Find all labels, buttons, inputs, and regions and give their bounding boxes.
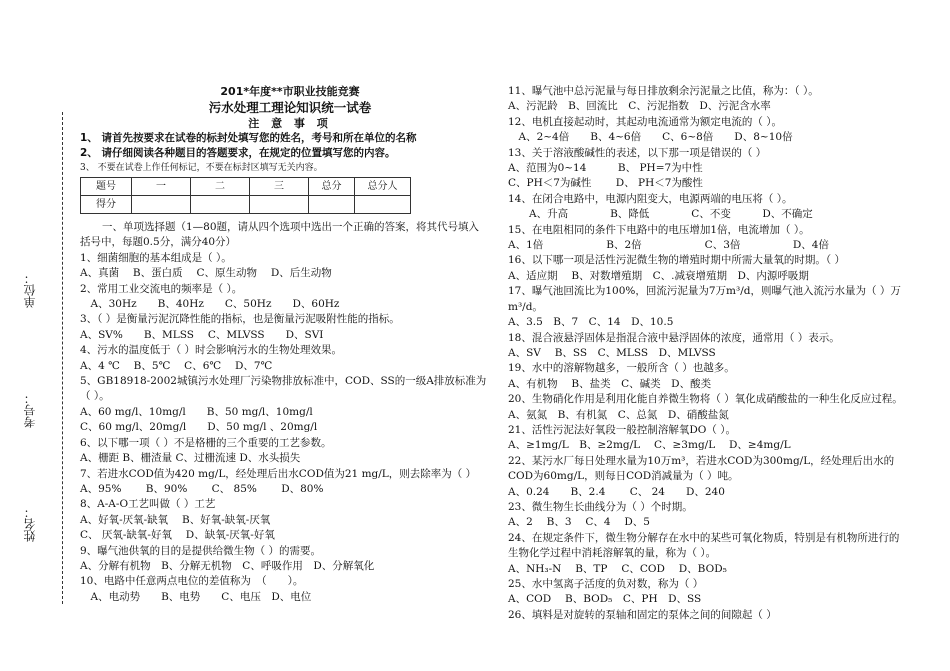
question-line: A、30Hz B、40Hz C、50Hz D、60Hz (80, 298, 340, 311)
question-line: 1、细菌细胞的基本组成是（ ）。 (80, 251, 232, 264)
score-cell[interactable] (309, 196, 355, 214)
question-line: 6、以下哪一项（ ）不是格栅的三个重要的工艺参数。 (80, 436, 332, 449)
section-intro: 一、单项选择题（1—80题，请从四个选项中选出一个正确的答案，将其代号填入 (102, 221, 480, 233)
question-line: A、95% B、90% C、 85% D、80% (80, 482, 324, 495)
exam-title: 污水处理工理论知识统一试卷 (208, 100, 372, 115)
score-header: 一 (132, 178, 191, 196)
question-line: （ ）。 (80, 390, 110, 403)
question-line: A、好氧-厌氧-缺氧 B、好氧-缺氧-厌氧 (80, 513, 271, 526)
question-line: 10、电路中任意两点电位的差值称为 （ ）。 (80, 575, 304, 588)
question-line: C、 厌氧-缺氧-好氧 D、缺氧-厌氧-好氧 (80, 529, 275, 542)
score-header: 二 (191, 178, 250, 196)
question-line: 生物化学过程中消耗溶解氧的量，称为（ ）。 (508, 547, 717, 560)
question-line: 20、生物硝化作用是利用化能自养微生物将（ ）氧化成硝酸盐的一种生化反应过程。 (508, 393, 903, 406)
question-line: 21、活性污泥法好氧段一般控制溶解氧DO（ ）。 (508, 423, 736, 436)
question-line: A、3.5 B、7 C、14 D、10.5 (508, 316, 674, 329)
question-line: 8、A-A-O工艺叫做（ ）工艺 (80, 498, 216, 511)
question-line: 22、某污水厂每日处理水量为10万m³，若进水COD为300mg/L，经处理后出水的 (508, 454, 895, 467)
question-list-left (80, 251, 500, 605)
question-line: 9、曝气池供氧的目的是提供给微生物（ ）的需要。 (80, 544, 322, 557)
question-line: C、60 mg/l、20mg/l D、50 mg/l 、20mg/l (80, 421, 318, 434)
question-line: A、SV% B、MLSS C、MLVSS D、SVI (80, 328, 324, 341)
question-line: A、有机物 B、盐类 C、碱类 D、酸类 (508, 377, 712, 390)
question-line: 7、若进水COD值为420 mg/L，经处理后出水COD值为21 mg/L，则去除率为（ ） (80, 467, 477, 480)
question-line: A、氨氮 B、有机氮 C、总氮 D、硝酸盐氮 (508, 408, 729, 421)
score-row-label: 得分 (81, 196, 132, 214)
score-header: 总分 (309, 178, 355, 196)
left-column (80, 84, 500, 605)
question-line: 19、水中的溶解物越多，一般所含（ ）也越多。 (508, 362, 735, 375)
question-line: A、升高 B、降低 C、不变 D、不确定 (508, 208, 813, 221)
question-line: A、适应期 B、对数增殖期 C、.减衰增殖期 D、内源呼吸期 (508, 269, 809, 282)
score-header: 总分人 (355, 178, 411, 196)
question-line: A、电动势 B、电势 C、电压 D、电位 (80, 590, 312, 603)
question-line: 14、在闭合电路中，电源内阻变大，电源两端的电压将（ ）。 (508, 192, 793, 205)
question-line: C、PH＜7为碱性 D、 PH＜7为酸性 (508, 177, 703, 190)
question-line: A、60 mg/l、10mg/l B、50 mg/l、10mg/l (80, 405, 313, 418)
question-line: m³/d。 (508, 300, 543, 313)
notice-title: 注 意 事 项 (248, 117, 332, 130)
competition-title: 201*年度**市职业技能竞赛 (220, 85, 360, 98)
notice-item: 1、 请首先按要求在试卷的标封处填写您的姓名，考号和所在单位的名称 (80, 132, 417, 144)
question-line: 5、GB18918-2002城镇污水处理厂污染物排放标准中，COD、SS的一级A排放标准为 (80, 375, 487, 388)
question-line: A、分解有机物 B、分解无机物 C、呼吸作用 D、分解氧化 (80, 559, 375, 572)
question-line: A、范围为0~14 B、 PH=7为中性 (508, 162, 703, 175)
score-cell[interactable] (355, 196, 411, 214)
question-line: 24、在规定条件下，微生物分解存在水中的某些可氧化物质，特别是有机物所进行的 (508, 531, 900, 544)
question-line: 17、曝气池回流比为100%，回流污泥量为7万m³/d，则曝气池入流污水量为（ ）万 (508, 285, 901, 298)
score-cell[interactable] (132, 196, 191, 214)
notice-item: 3、 不要在试卷上作任何标记，不要在标封区填写无关内容。 (80, 163, 323, 173)
score-header: 题号 (81, 178, 132, 196)
question-line: 15、在电阻相同的条件下电路中的电压增加1倍，电流增加（ ）。 (508, 223, 810, 236)
question-line: A、NH₃-N B、TP C、COD D、BOD₅ (508, 562, 727, 575)
question-line: A、SV B、SS C、MLSS D、MLVSS (508, 346, 716, 359)
question-line: A、1倍 B、2倍 C、3倍 D、4倍 (508, 239, 829, 252)
score-table (80, 177, 411, 214)
question-line: A、栅距 B、栅渣量 C、过栅流速 D、水头损失 (80, 452, 301, 465)
question-line: 26、填料是对旋转的泵轴和固定的泵体之间的间隙起（ ） (508, 608, 777, 621)
notice-item: 2、 请仔细阅读各种题目的答题要求，在规定的位置填写您的内容。 (80, 147, 396, 159)
question-line: A、2 B、3 C、4 D、5 (508, 516, 650, 529)
question-line: 2、常用工业交流电的频率是（ ）。 (80, 282, 243, 295)
question-line: 3、（ ）是衡量污泥沉降性能的指标，也是衡量污泥吸附性能的指标。 (80, 313, 400, 326)
question-line: 13、关于溶液酸碱性的表述，以下那一项是错误的（ ） (508, 146, 767, 159)
question-line: A、0.24 B、2.4 C、 24 D、240 (508, 485, 725, 498)
question-line: A、真菌 B、蛋白质 C、原生动物 D、后生动物 (80, 267, 332, 280)
question-list-right (508, 84, 936, 623)
question-line: A、2~4倍 B、4~6倍 C、6~8倍 D、8~10倍 (508, 131, 793, 144)
question-line: 16、以下哪一项是活性污泥微生物的增殖时期中所需大量氧的时期。（ ） (508, 254, 845, 267)
unit-label: 单位： (22, 272, 37, 308)
question-line: 12、电机直接起动时，其起动电流通常为额定电流的（ ）。 (508, 115, 782, 128)
question-line: COD为60mg/L，则每日COD消减量为（ ）吨。 (508, 470, 739, 483)
question-line: A、COD B、BOD₅ C、PH D、SS (508, 593, 702, 606)
name-label: 姓名： (22, 506, 37, 542)
question-line: A、污泥龄 B、回流比 C、污泥指数 D、污泥含水率 (508, 100, 771, 113)
question-line: A、4 ℃ B、5℃ C、6℃ D、7℃ (80, 359, 273, 372)
score-cell[interactable] (250, 196, 309, 214)
question-line: 23、微生物生长曲线分为（ ）个时期。 (508, 500, 693, 513)
question-line: 18、混合液悬浮固体是指混合液中悬浮固体的浓度，通常用（ ）表示。 (508, 331, 840, 344)
question-line: 11、曝气池中总污泥量与每日排放剩余污泥量之比值，称为：（ ）。 (508, 85, 819, 97)
question-line: A、≥1mg/L B、≥2mg/L C、≥3mg/L D、≥4mg/L (508, 439, 791, 452)
section-intro: 括号中，每题0.5分，满分40分） (80, 236, 237, 249)
score-cell[interactable] (191, 196, 250, 214)
question-line: 4、污水的温度低于（ ）时会影响污水的生物处理效果。 (80, 344, 343, 357)
seal-dashed-line (62, 112, 63, 604)
question-line: 25、水中氢离子活度的负对数，称为（ ） (508, 578, 704, 590)
right-column (508, 84, 936, 623)
score-header: 三 (250, 178, 309, 196)
exam-id-label: 考号： (22, 392, 37, 428)
